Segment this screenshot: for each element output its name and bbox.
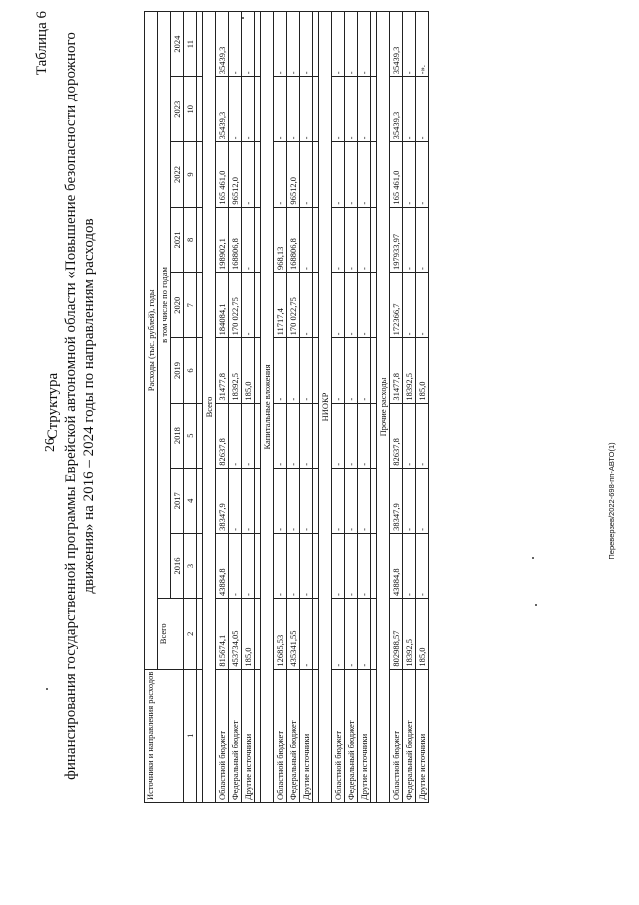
header-year: 2019 [171,338,184,403]
column-number: 3 [184,533,197,598]
year-cell: - [300,207,313,272]
rotated-page-content [4,0,604,841]
year-cell: 168806,8 [229,207,242,272]
row-label: Другие источники [242,669,255,802]
total-cell: - [345,599,358,670]
year-cell: - [242,207,255,272]
year-cell: - [345,338,358,403]
year-cell: - [358,207,371,272]
year-cell: 170 022,75 [287,273,300,338]
year-cell: 35439,3 [216,77,229,142]
section-title: Прочие расходы [377,12,390,803]
year-cell: - [345,533,358,598]
year-cell: 43884,8 [390,533,403,598]
row-label: Федеральный бюджет [287,669,300,802]
year-cell: - [358,403,371,468]
year-cell: - [345,468,358,533]
year-cell: - [300,142,313,207]
year-cell: - [416,468,429,533]
table-row [403,12,416,803]
header-total: Всего [158,599,184,670]
total-cell: - [300,599,313,670]
column-number: 6 [184,338,197,403]
year-cell: - [242,533,255,598]
year-cell: 184084,1 [216,273,229,338]
year-cell: - [345,142,358,207]
year-cell: - [403,468,416,533]
year-cell: 968,13 [274,207,287,272]
year-cell: 170 022,75 [229,273,242,338]
year-cell: - [332,533,345,598]
document-subtitle-line-2: движения» на 2016 – 2024 годы по направлениям расходов [81,218,97,594]
row-label: Другие источники [358,669,371,802]
year-cell: - [332,468,345,533]
year-cell: - [345,12,358,77]
year-cell: - [287,12,300,77]
header-including: в том числе по годам [158,12,171,599]
year-cell: - [274,77,287,142]
year-cell: - [300,273,313,338]
year-cell: - [358,77,371,142]
total-cell: 185,0 [416,599,429,670]
total-cell: 453734,05 [229,599,242,670]
year-cell: 197933,97 [390,207,403,272]
year-cell: - [416,403,429,468]
year-cell: 35439,3 [216,12,229,77]
year-cell: - [229,12,242,77]
header-year: 2023 [171,77,184,142]
section-title: Всего [203,12,216,803]
year-cell: - [332,338,345,403]
section-title-row [377,12,390,803]
year-cell: 168806,8 [287,207,300,272]
year-cell: - [300,338,313,403]
row-label: Федеральный бюджет [345,669,358,802]
year-cell: - [416,533,429,598]
table-row [242,12,255,803]
document-subtitle-line-1: финансирования государственной программы Еврейской автономной области «Повышение безопасности дорожного [63,32,79,780]
scan-speck [242,17,244,19]
row-label: Другие источники [416,669,429,802]
header-year: 2020 [171,273,184,338]
year-cell: -». [416,12,429,77]
table-row [274,12,287,803]
year-cell: 165 461,0 [216,142,229,207]
column-number: 2 [184,599,197,670]
year-cell: 96512,0 [229,142,242,207]
year-cell: 31477,8 [390,338,403,403]
year-cell: - [274,338,287,403]
table-row [216,12,229,803]
column-number: 1 [184,669,197,802]
table-row [300,12,313,803]
year-cell: - [332,207,345,272]
header-year: 2021 [171,207,184,272]
header-source: Источники и направления расходов [145,669,184,802]
column-number: 4 [184,468,197,533]
year-cell: - [358,12,371,77]
year-cell: 18392,5 [403,338,416,403]
column-number: 8 [184,207,197,272]
table-row [332,12,345,803]
year-cell: 198902,1 [216,207,229,272]
table-row [287,12,300,803]
row-label: Федеральный бюджет [229,669,242,802]
financing-table [144,11,429,803]
year-cell: - [345,273,358,338]
year-cell: - [274,12,287,77]
year-cell: - [242,142,255,207]
table-row [229,12,242,803]
header-expenses: Расходы (тыс. рублей), годы [145,12,158,670]
year-cell: - [229,468,242,533]
header-year: 2024 [171,12,184,77]
year-cell: - [287,533,300,598]
year-cell: 172366,7 [390,273,403,338]
year-cell: - [300,77,313,142]
year-cell: 31477,8 [216,338,229,403]
year-cell: - [358,533,371,598]
year-cell: - [300,533,313,598]
year-cell: - [416,207,429,272]
total-cell: 815674,1 [216,599,229,670]
document-title: Структура [45,372,61,440]
year-cell: - [287,468,300,533]
section-title: Капитальные вложения [261,12,274,803]
year-cell: - [300,403,313,468]
column-number: 9 [184,142,197,207]
year-cell: 82637,8 [216,403,229,468]
year-cell: 38347,9 [216,468,229,533]
year-cell: - [358,338,371,403]
section-title-row [203,12,216,803]
year-cell: - [300,468,313,533]
total-cell: 435341,55 [287,599,300,670]
year-cell: - [332,77,345,142]
row-label: Другие источники [300,669,313,802]
year-cell: - [300,12,313,77]
section-title-row [261,12,274,803]
year-cell: - [358,273,371,338]
section-title-row [319,12,332,803]
year-cell: - [287,338,300,403]
scan-speck [46,688,48,690]
year-cell: 185,0 [416,338,429,403]
total-cell: 802988,57 [390,599,403,670]
year-cell: - [403,273,416,338]
year-cell: - [242,12,255,77]
table-row [416,12,429,803]
year-cell: - [403,403,416,468]
table-row [345,12,358,803]
column-number: 11 [184,12,197,77]
table-row [358,12,371,803]
year-cell: 82637,8 [390,403,403,468]
row-label: Областной бюджет [216,669,229,802]
total-cell: - [332,599,345,670]
year-cell: - [242,468,255,533]
year-cell: - [403,12,416,77]
header-year: 2016 [171,533,184,598]
year-cell: - [274,533,287,598]
table-label: Таблица 6 [34,11,50,76]
total-cell: 12685,53 [274,599,287,670]
year-cell: 185,0 [242,338,255,403]
year-cell: - [242,77,255,142]
table-row [390,12,403,803]
year-cell: 43884,8 [216,533,229,598]
year-cell: 35439,3 [390,77,403,142]
total-cell: 185,0 [242,599,255,670]
row-label: Областной бюджет [274,669,287,802]
header-year: 2022 [171,142,184,207]
year-cell: - [332,12,345,77]
year-cell: 38347,9 [390,468,403,533]
year-cell: - [403,77,416,142]
year-cell: - [287,403,300,468]
year-cell: 165 461,0 [390,142,403,207]
row-label: Областной бюджет [390,669,403,802]
year-cell: 35439,3 [390,12,403,77]
year-cell: 18392,5 [229,338,242,403]
year-cell: - [345,403,358,468]
year-cell: - [287,77,300,142]
scan-speck [532,557,534,559]
year-cell: - [274,468,287,533]
total-cell: 18392,5 [403,599,416,670]
year-cell: - [274,403,287,468]
year-cell: - [229,533,242,598]
year-cell: - [416,77,429,142]
column-number: 10 [184,77,197,142]
year-cell: 96512,0 [287,142,300,207]
year-cell: - [358,142,371,207]
year-cell: - [229,403,242,468]
year-cell: - [416,142,429,207]
year-cell: - [274,142,287,207]
column-number: 7 [184,273,197,338]
page-number: 26 [43,438,58,452]
year-cell: - [229,77,242,142]
year-cell: - [345,207,358,272]
year-cell: - [242,403,255,468]
table-body [197,12,429,803]
header-year: 2017 [171,468,184,533]
year-cell: - [332,403,345,468]
year-cell: - [345,77,358,142]
total-cell: - [358,599,371,670]
year-cell: - [416,273,429,338]
year-cell: - [332,142,345,207]
column-number: 5 [184,403,197,468]
column-number-row [184,12,197,803]
scan-speck [535,604,537,606]
year-cell: - [358,468,371,533]
year-cell: 11717,4 [274,273,287,338]
row-label: Областной бюджет [332,669,345,802]
year-cell: - [332,273,345,338]
year-cell: - [403,533,416,598]
document-stamp: Переверзев/2022-698-пп-АВТО(1) [607,442,616,560]
year-cell: - [403,142,416,207]
header-year: 2018 [171,403,184,468]
year-cell: - [403,207,416,272]
row-label: Федеральный бюджет [403,669,416,802]
year-cell: - [242,273,255,338]
section-title: НИОКР [319,12,332,803]
